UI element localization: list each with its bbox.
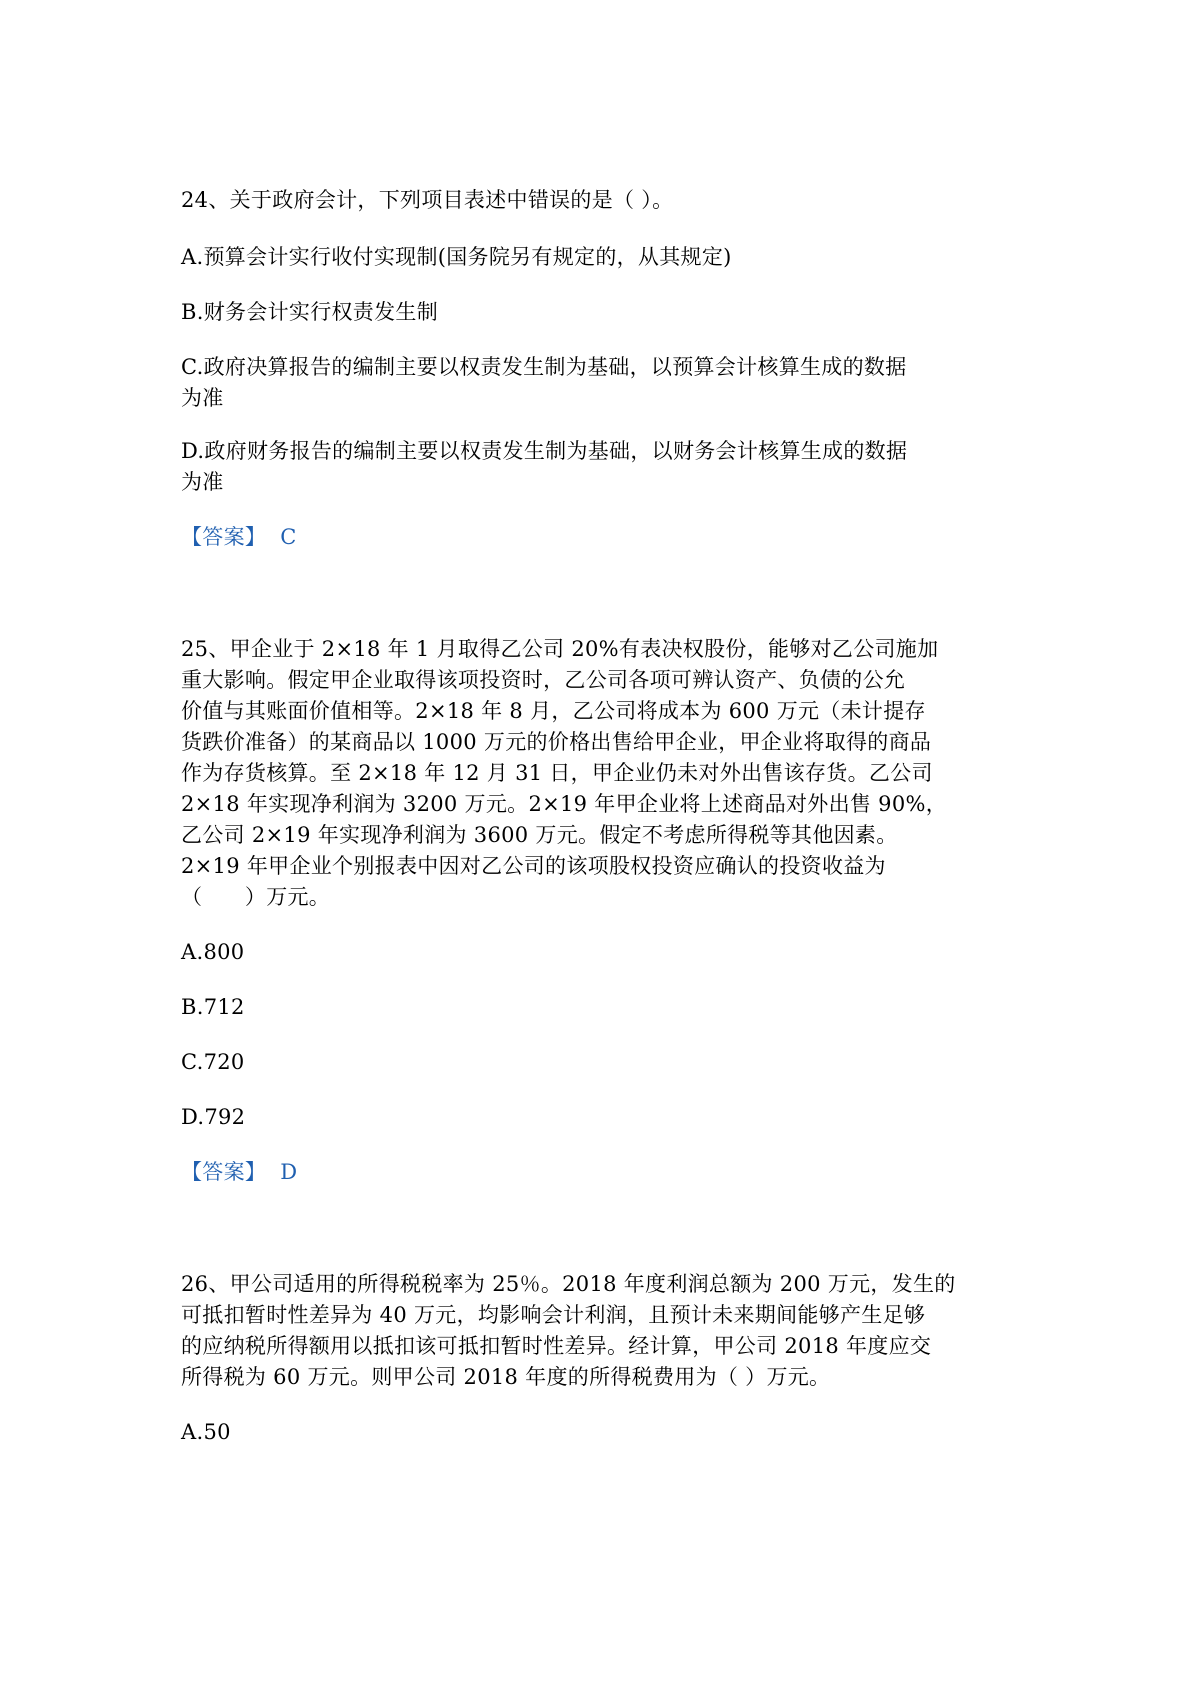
answer-label: 【答案】 bbox=[181, 1160, 267, 1184]
question-26-stem-line2: 可抵扣暂时性差异为 40 万元，均影响会计利润，且预计未来期间能够产生足够 bbox=[181, 1303, 926, 1327]
answer-label: 【答案】 bbox=[181, 525, 267, 549]
question-26-stem-line4: 所得税为 60 万元。则甲公司 2018 年度的所得税费用为（ ）万元。 bbox=[181, 1365, 831, 1389]
question-25-stem-line8: 2×19 年甲企业个别报表中因对乙公司的该项股权投资应确认的投资收益为 bbox=[181, 854, 886, 878]
question-25-option-a: A.800 bbox=[181, 940, 245, 964]
question-24-answer bbox=[181, 522, 297, 552]
question-25-stem-line2: 重大影响。假定甲企业取得该项投资时，乙公司各项可辨认资产、负债的公允 bbox=[181, 668, 906, 692]
question-25-stem-line3: 价值与其账面价值相等。2×18 年 8 月，乙公司将成本为 600 万元（未计提存 bbox=[181, 699, 926, 723]
question-24-option-d-line1: D.政府财务报告的编制主要以权责发生制为基础，以财务会计核算生成的数据 bbox=[181, 439, 908, 463]
question-25-stem-line4: 货跌价准备）的某商品以 1000 万元的价格出售给甲企业，甲企业将取得的商品 bbox=[181, 730, 932, 754]
question-24-option-b: B.财务会计实行权责发生制 bbox=[181, 300, 439, 324]
question-24-stem: 24、关于政府会计，下列项目表述中错误的是（ ）。 bbox=[181, 188, 674, 212]
question-25-option-d: D.792 bbox=[181, 1105, 246, 1129]
question-25-stem-line5: 作为存货核算。至 2×18 年 12 月 31 日，甲企业仍未对外出售该存货。乙公司 bbox=[181, 761, 933, 785]
question-25-stem-line1: 25、甲企业于 2×18 年 1 月取得乙公司 20%有表决权股份，能够对乙公司施加 bbox=[181, 637, 939, 661]
answer-value: D bbox=[280, 1160, 298, 1184]
question-24-option-c-line1: C.政府决算报告的编制主要以权责发生制为基础，以预算会计核算生成的数据 bbox=[181, 355, 907, 379]
question-24-option-c-line2: 为准 bbox=[181, 386, 224, 410]
question-25-stem-line6: 2×18 年实现净利润为 3200 万元。2×19 年甲企业将上述商品对外出售 90%， bbox=[181, 792, 948, 816]
answer-value: C bbox=[280, 525, 297, 549]
question-25-stem-line7: 乙公司 2×19 年实现净利润为 3600 万元。假定不考虑所得税等其他因素。 bbox=[181, 823, 898, 847]
question-25-option-b: B.712 bbox=[181, 995, 245, 1019]
question-24-option-d-line2: 为准 bbox=[181, 470, 224, 494]
question-25-stem-line9: （ ）万元。 bbox=[181, 885, 331, 909]
question-26-option-a: A.50 bbox=[181, 1420, 231, 1444]
question-25-option-c: C.720 bbox=[181, 1050, 245, 1074]
question-26-stem-line1: 26、甲公司适用的所得税税率为 25％。2018 年度利润总额为 200 万元，发生的 bbox=[181, 1272, 956, 1296]
question-25-answer bbox=[181, 1157, 297, 1187]
question-26-stem-line3: 的应纳税所得额用以抵扣该可抵扣暂时性差异。经计算，甲公司 2018 年度应交 bbox=[181, 1334, 932, 1358]
question-24-option-a: A.预算会计实行收付实现制(国务院另有规定的，从其规定) bbox=[181, 245, 732, 269]
